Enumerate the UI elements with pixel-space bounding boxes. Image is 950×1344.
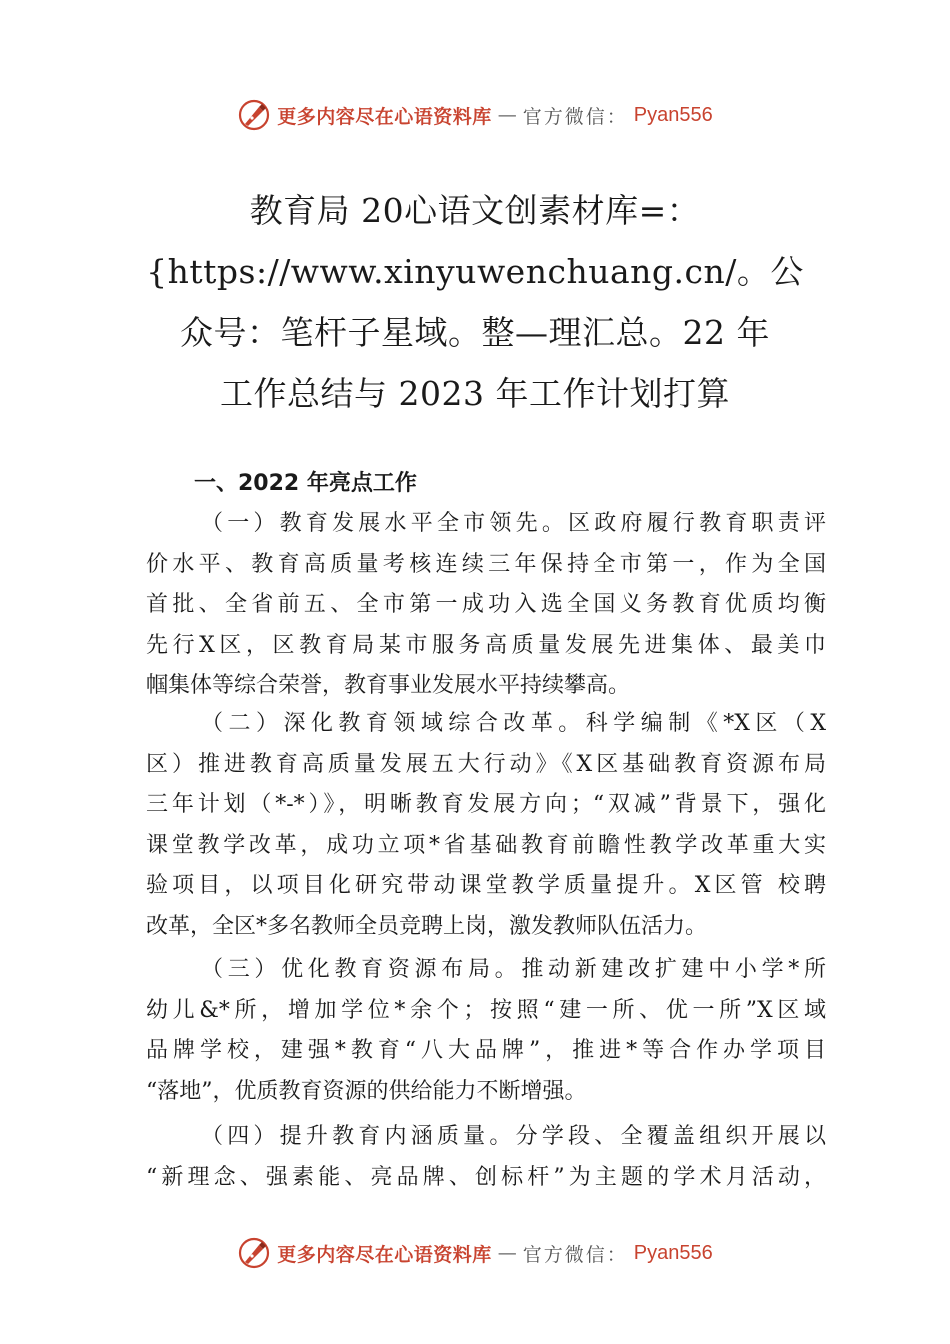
paragraph-2 [146, 704, 826, 948]
watermark-wechat-id: Pyan556 [633, 1241, 713, 1264]
paragraph-line: （三）优化教育资源布局。推动新建改扩建中小学*所 [201, 957, 826, 982]
watermark-wechat-label: 官方微信： [522, 105, 628, 128]
paragraph-line: 首批、全省前五、全市第一成功入选全国义务教育优质均衡 [146, 592, 826, 618]
section-heading: 一、2022 年亮点工作 [194, 471, 417, 496]
document-title [110, 180, 840, 424]
paragraph-4 [146, 1117, 826, 1198]
title-line: {https://www.xinyuwenchuang.cn/。公 [146, 252, 804, 291]
paragraph-line: 价水平、教育高质量考核连续三年保持全市第一，作为全国 [146, 551, 826, 577]
paragraph-line: 验项目，以项目化研究带动课堂教学质量提升。X区管 校聘 [146, 873, 826, 899]
paragraph-line: （一）教育发展水平全市领先。区政府履行教育职责评 [201, 511, 826, 536]
paragraph-line: 帼集体等综合荣誉，教育事业发展水平持续攀高。 [146, 673, 631, 699]
watermark-brand-text: 更多内容尽在心语资料库 [277, 105, 492, 128]
paragraph-line: 改革，全区*多名教师全员竞聘上岗，激发教师队伍活力。 [146, 913, 708, 939]
watermark-separator: — [497, 1242, 517, 1264]
watermark-bottom [0, 1233, 950, 1273]
watermark-top [0, 95, 950, 135]
paragraph-line: 品牌学校，建强*教育“八大品牌”，推进*等合作办学项目 [146, 1038, 826, 1064]
paragraph-line: 三年计划（*-*）》，明晰教育发展方向；“双减”背景下，强化 [146, 792, 826, 818]
title-line: 教育局 20心语文创素材库=： [249, 191, 701, 230]
paragraph-line: 先行X区，区教育局某市服务高质量发展先进集体、最美巾 [146, 632, 826, 658]
watermark-wechat-label: 官方微信： [522, 1243, 628, 1266]
title-line: 众号：笔杆子星域。整—理汇总。22 年 [180, 313, 770, 352]
paragraph-line: （四）提升教育内涵质量。分学段、全覆盖组织开展以 [201, 1124, 826, 1149]
paragraph-line: “落地”，优质教育资源的供给能力不断增强。 [146, 1078, 587, 1104]
paragraph-line: （二）深化教育领域综合改革。科学编制《*X区（X [201, 711, 826, 736]
pen-nib-logo-icon [237, 1236, 271, 1270]
paragraph-line: “新理念、强素能、亮品牌、创标杆”为主题的学术月活动， [146, 1164, 826, 1190]
title-line: 工作总结与 2023 年工作计划打算 [220, 374, 730, 413]
watermark-brand-text: 更多内容尽在心语资料库 [277, 1243, 492, 1266]
watermark-wechat-id: Pyan556 [633, 103, 713, 126]
paragraph-line: 课堂教学改革，成功立项*省基础教育前瞻性教学改革重大实 [146, 832, 826, 858]
paragraph-line: 区）推进教育高质量发展五大行动》《X区基础教育资源布局 [146, 751, 826, 777]
pen-nib-logo-icon [237, 98, 271, 132]
paragraph-1 [146, 504, 826, 707]
watermark-separator: — [497, 104, 517, 126]
paragraph-line: 幼儿&*所，增加学位*余个；按照“建一所、优一所”X区域 [146, 997, 826, 1023]
paragraph-3 [146, 950, 826, 1112]
